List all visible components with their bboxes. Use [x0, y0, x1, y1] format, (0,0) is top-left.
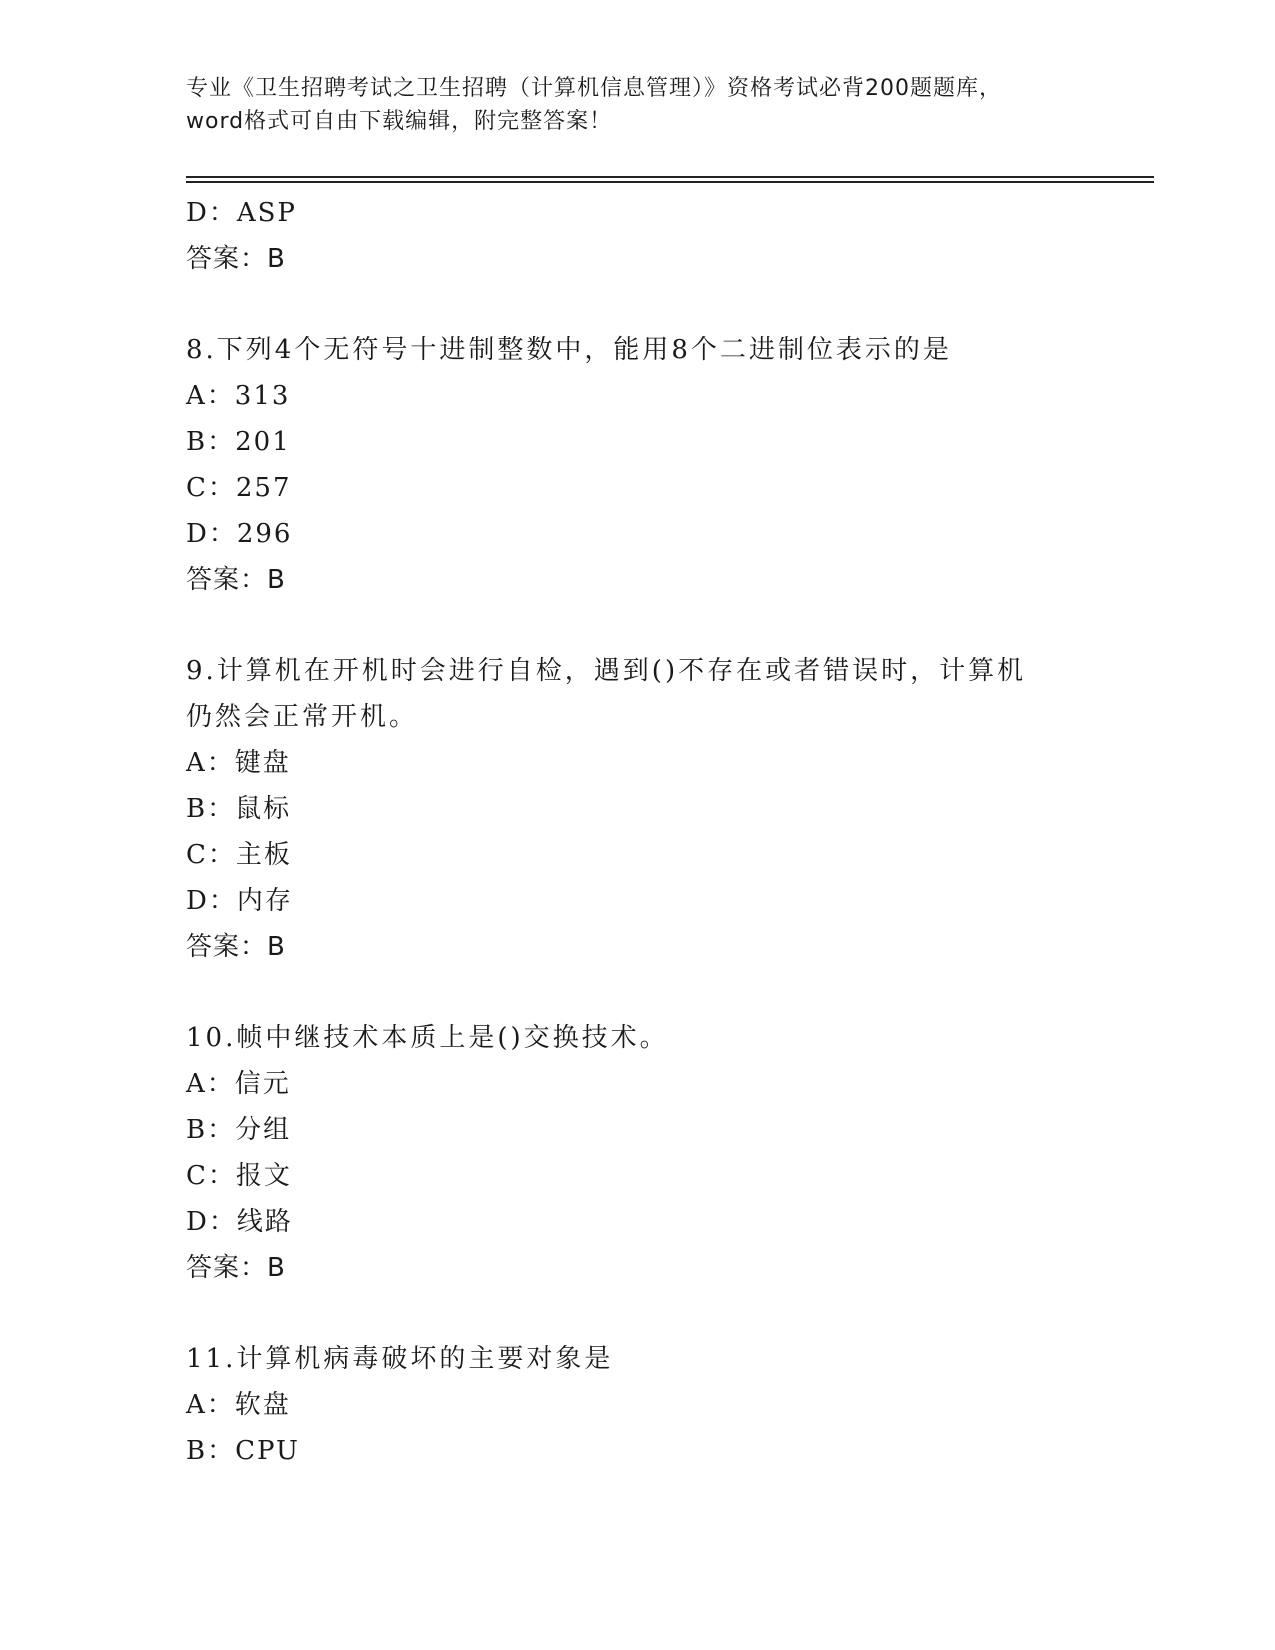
- option-d: D：296: [186, 519, 293, 549]
- option-d: D：线路: [186, 1207, 293, 1237]
- option-d: D：内存: [186, 886, 293, 916]
- option-b: B：201: [186, 427, 291, 457]
- question-text: 8.下列4个无符号十进制整数中，能用8个二进制位表示的是: [186, 335, 952, 365]
- question-11: [186, 1336, 1086, 1474]
- header-line-2: word格式可自由下载编辑，附完整答案！: [186, 109, 613, 134]
- question-8: [186, 327, 1086, 603]
- option-a: A：软盘: [186, 1390, 291, 1420]
- option-a: A：313: [186, 381, 291, 411]
- option-c: C：257: [186, 473, 292, 503]
- header-line-1: 专业《卫生招聘考试之卫生招聘（计算机信息管理）》资格考试必背200题题库，: [186, 76, 1002, 101]
- question-text: 10.帧中继技术本质上是()交换技术。: [186, 1023, 669, 1053]
- question-text: 11.计算机病毒破坏的主要对象是: [186, 1344, 614, 1374]
- option-b: B：分组: [186, 1115, 292, 1145]
- option-a: A：信元: [186, 1069, 291, 1099]
- document-header: [186, 72, 1086, 138]
- answer-line: 答案：B: [186, 1253, 286, 1283]
- option-b: B：CPU: [186, 1436, 300, 1466]
- option-a: A：键盘: [186, 748, 291, 778]
- option-c: C：主板: [186, 840, 292, 870]
- header-divider-top: [186, 176, 1154, 178]
- option-d: D：ASP: [186, 198, 297, 228]
- answer-line: 答案：B: [186, 932, 286, 962]
- answer-line: 答案：B: [186, 565, 286, 595]
- option-b: B：鼠标: [186, 794, 292, 824]
- question-list: [186, 190, 1086, 1474]
- header-divider-bottom: [186, 181, 1154, 183]
- question-text: 9.计算机在开机时会进行自检，遇到()不存在或者错误时，计算机仍然会正常开机。: [186, 656, 1027, 732]
- question-9: [186, 648, 1086, 970]
- question-10: [186, 1015, 1086, 1291]
- option-c: C：报文: [186, 1161, 292, 1191]
- answer-line: 答案：B: [186, 244, 286, 274]
